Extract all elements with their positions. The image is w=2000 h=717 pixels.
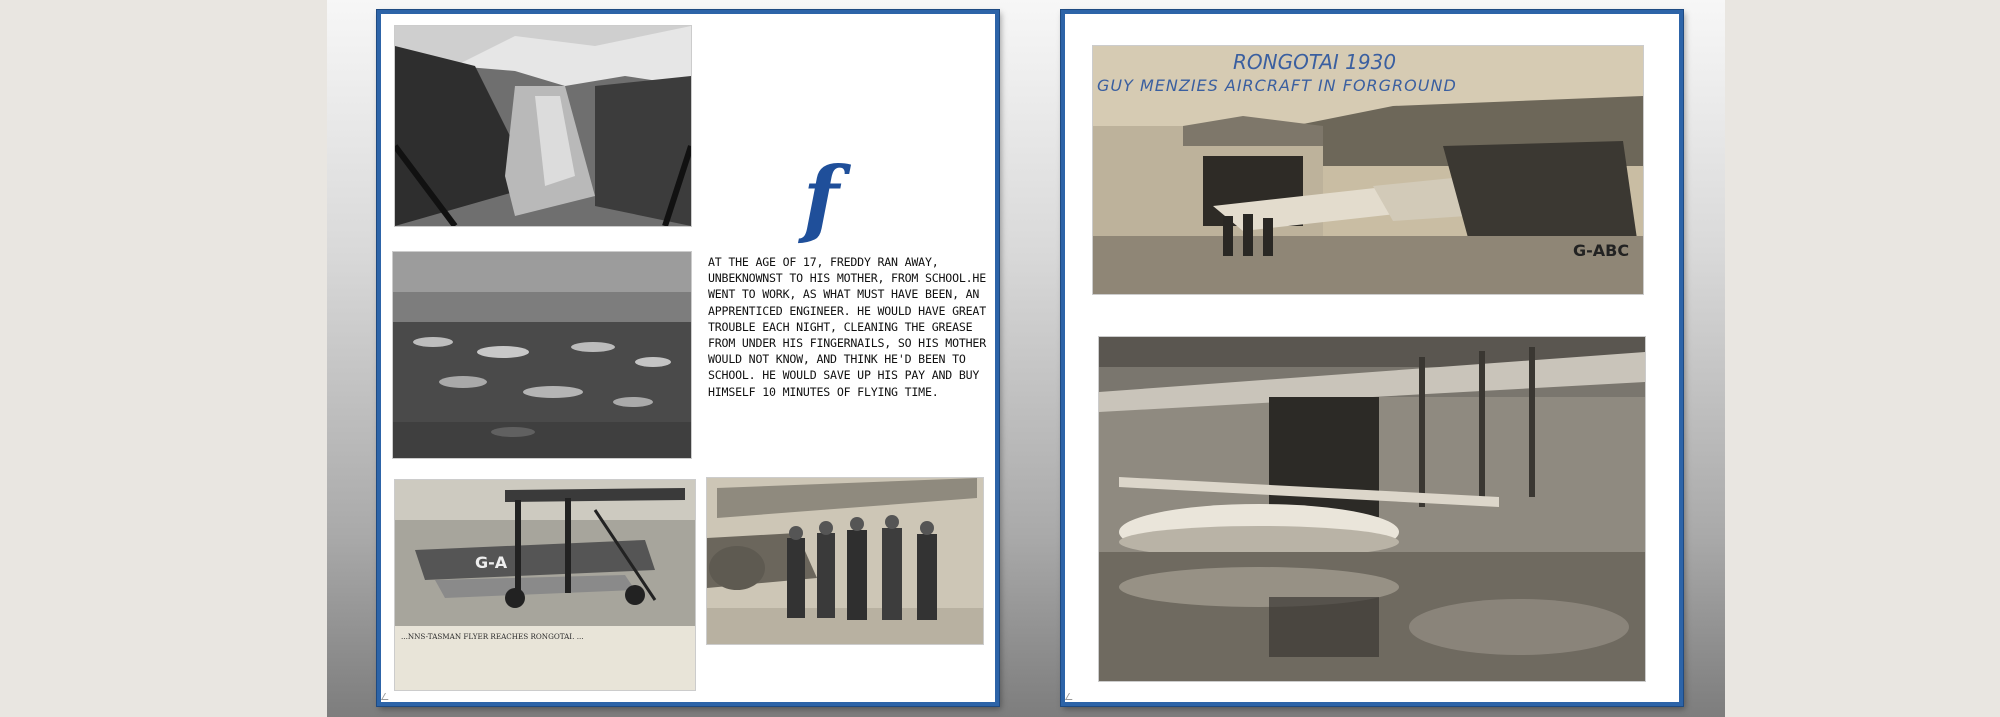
- group-with-biplane-photo: [707, 478, 983, 644]
- plane-registration-right: G-ABC: [1573, 241, 1630, 260]
- drop-cap-letter: f: [802, 148, 840, 247]
- clouds-aerial-photo: [393, 252, 691, 458]
- glacier-aerial-photo: [395, 26, 691, 226]
- plane-registration-left: G-A: [475, 553, 508, 572]
- page-corner-mark: [1065, 693, 1076, 700]
- handwritten-caption-line1: RONGOTAI 1930: [1233, 50, 1397, 74]
- news-clipping-caption: ...NNS-TASMAN FLYER REACHES RONGOTAI. ...: [395, 626, 695, 690]
- page-corner-mark: [381, 693, 392, 700]
- handwritten-caption-line2: GUY MENZIES AIRCRAFT IN FORGROUND: [1097, 76, 1457, 95]
- right-page: [1061, 10, 1683, 706]
- newspaper-clipping-photo: [395, 480, 695, 690]
- seaplane-photo: [1099, 337, 1645, 681]
- left-page: [377, 10, 999, 706]
- rongotai-hangar-photo: [1093, 46, 1643, 294]
- story-paragraph: AT THE AGE OF 17, FREDDY RAN AWAY, UNBEKNOWNST TO HIS MOTHER, FROM SCHOOL.HE WENT TO WORK, AS WHAT MUST HAVE BEEN, AN APPRENTICED ENGINEER. HE WOULD HAVE GREAT TROUBLE EACH NIGHT, CLEANING THE GREASE FROM UNDER HIS FINGERNAILS, SO HIS MOTHER WOULD NOT KNOW, AND THINK HE'D BEEN TO SCHOOL. HE WOULD SAVE UP HIS PAY AND BUY HIMSELF 10 MINUTES OF FLYING TIME.: [708, 255, 986, 399]
